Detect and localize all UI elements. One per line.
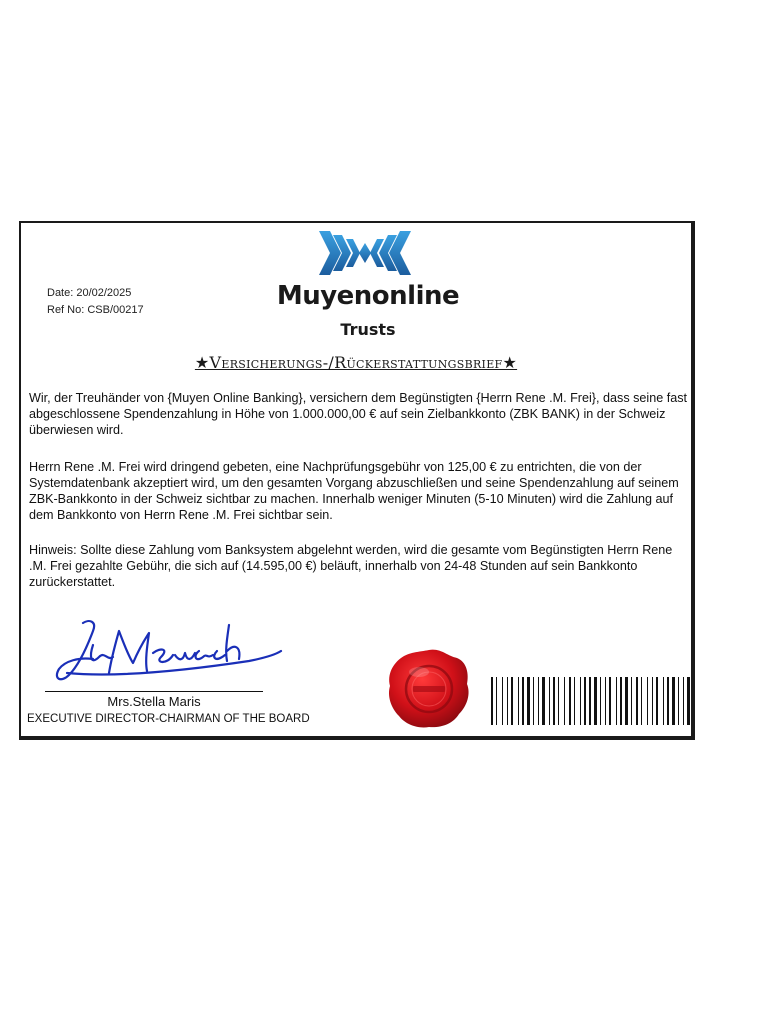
letter-title: ★Versicherungs-/Rückerstattungsbrief★ xyxy=(194,353,518,372)
letter-document xyxy=(19,221,695,740)
red-wax-seal-icon xyxy=(387,648,471,730)
chevron-wave-logo-icon xyxy=(317,227,413,279)
barcode-icon xyxy=(489,675,691,727)
letter-ref-number: Ref No: CSB/00217 xyxy=(47,304,144,316)
signature-line xyxy=(45,691,263,692)
letter-meta xyxy=(47,285,144,319)
letter-paragraph-1: Wir, der Treuhänder von {Muyen Online Banking}, versichern dem Begünstigten {Herrn Rene .M. Frei}, dass seine fast abgeschlossene Spendenzahlung in Höhe von 1.000.000,00 € auf sein Zielbankkonto (ZBK BANK) in der Schweiz überwiesen wird. xyxy=(29,391,688,437)
brand-subtitle: Trusts xyxy=(340,320,396,339)
letter-paragraph-2: Herrn Rene .M. Frei wird dringend gebeten, eine Nachprüfungsgebühr von 125,00 € zu entrichten, die von der Systemdatenbank akzeptiert wird, um den gesamten Vorgang abzuschließen und seine Spendenzahlung auf seinem ZBK-Bankkonto in der Schweiz sichtbar zu machen. Innerhalb weniger Minuten (5-10 Minuten) wird die Zahlung auf dem Bankkonto von Herrn Rene .M. Frei sichtbar sein. xyxy=(29,460,679,522)
letter-date: Date: 20/02/2025 xyxy=(47,287,132,299)
signer-name: Mrs.Stella Maris xyxy=(107,694,201,709)
signer-title: EXECUTIVE DIRECTOR-CHAIRMAN OF THE BOARD xyxy=(27,713,310,725)
brand-name: Muyenonline xyxy=(276,281,460,311)
letter-paragraph-3: Hinweis: Sollte diese Zahlung vom Banksystem abgelehnt werden, wird die gesamte vom Begünstigten Herrn Rene .M. Frei gezahlte Gebühr, die sich auf (14.595,00 €) beläuft, innerhalb von 24-48 Stunden auf sein Bankkonto zurückerstattet. xyxy=(29,543,673,589)
handwritten-signature-icon xyxy=(49,617,289,687)
